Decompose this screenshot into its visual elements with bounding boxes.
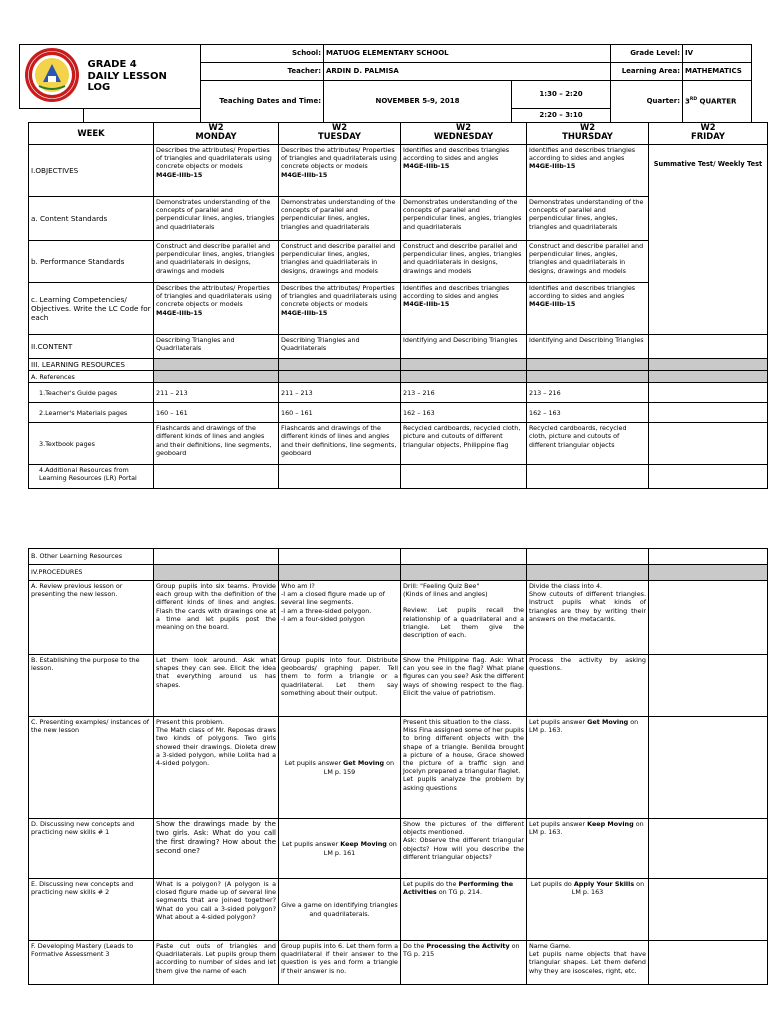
lm-pages-wednesday: 162 – 163: [401, 403, 527, 423]
title-line-2: DAILY LESSON: [87, 70, 167, 82]
proc-a-label: A. Review previous lesson or presenting the new lesson.: [29, 581, 154, 655]
discussion-question: Ask: Observe the different triangular objects? How will you describe the different triangular objects?: [403, 836, 524, 861]
additional-resources-friday: [649, 465, 768, 489]
other-resources-wednesday: [401, 549, 527, 565]
proc-c-wednesday: [401, 717, 527, 819]
instruction-text: Do the: [403, 942, 427, 950]
learning-area-label: Learning Area:: [611, 63, 683, 81]
lm-pages-tuesday: 160 – 161: [279, 403, 401, 423]
other-resources-friday: [649, 549, 768, 565]
proc-f-wednesday: [401, 941, 527, 985]
review-line: Review: Let pupils recall the relationship of a quadrilateral and a triangle. Let them give the description of each.: [403, 606, 524, 639]
tg-pages-wednesday: 213 – 216: [401, 383, 527, 403]
textbook-wednesday: Recycled cardboards, recycled cloth, picture and cutouts of different triangular objects, Philippine flag: [401, 423, 527, 465]
riddle-line: -I am a three-sided polygon.: [281, 606, 372, 615]
quarter-value: [683, 81, 752, 123]
additional-resources-label: 4.Additional Resources from Learning Resources (LR) Portal: [29, 465, 154, 489]
activity-name: Get Moving: [343, 759, 385, 768]
proc-c-friday: [649, 717, 768, 819]
quarter-suffix: RD: [689, 96, 698, 102]
learning-area-value: MATHEMATICS: [683, 63, 752, 81]
shaded-cell: [527, 565, 649, 581]
proc-b-label: B. Establishing the purpose to the lesson.: [29, 655, 154, 717]
proc-e-tuesday: Give a game on identifying triangles and quadrilaterals.: [279, 879, 401, 941]
drill-line: (Kinds of lines and angles): [403, 590, 488, 599]
additional-resources-thursday: [527, 465, 649, 489]
instruction-text: Let pupils do the: [403, 880, 459, 888]
lc-code: M4GE-IIIb-15: [281, 308, 328, 317]
performance-standards-label: b. Performance Standards: [29, 241, 154, 283]
tg-pages-tuesday: 211 – 213: [279, 383, 401, 403]
lc-code: M4GE-IIIb-15: [529, 162, 576, 171]
instruction-text: Let pupils do: [530, 880, 574, 888]
objective-text: Describes the attributes/ Properties of triangles and quadrilaterals using concrete objects or models: [281, 146, 397, 171]
lc-code: M4GE-IIIb-15: [281, 170, 328, 179]
activity-name: Get Moving: [587, 718, 629, 726]
activity-name: Processing the Activity: [426, 942, 510, 950]
dll-table-part2: [28, 548, 768, 985]
day-header-thursday: [527, 123, 649, 145]
school-logo-cell: [20, 45, 84, 109]
time-2: 2:20 – 3:10: [512, 108, 611, 122]
content-standards-thursday: Demonstrates understanding of the concepts of parallel and perpendicular lines, angles, triangles and quadrilaterals: [527, 197, 649, 241]
textbook-friday: [649, 423, 768, 465]
content-wednesday: Identifying and Describing Triangles: [401, 335, 527, 359]
other-resources-monday: [154, 549, 279, 565]
proc-c-label: C. Presenting examples/ instances of the new lesson: [29, 717, 154, 819]
objective-text: Identifies and describes triangles according to sides and angles: [403, 146, 510, 163]
game-title: Name Game.: [529, 942, 571, 950]
content-tuesday: Describing Triangles and Quadrilaterals: [279, 335, 401, 359]
activity-line: Divide the class into 4.: [529, 582, 603, 590]
objective-text: Identifies and describes triangles according to sides and angles: [529, 146, 636, 163]
proc-e-monday: What is a polygon? (A polygon is a closed figure made up of several line segments that are joined together? What do you call a 3-sided polygon? What about a 4-sided polygon?: [154, 879, 279, 941]
textbook-thursday: Recycled cardboards, recycled cloth, picture and cutouts of different triangular objects: [527, 423, 649, 465]
other-resources-tuesday: [279, 549, 401, 565]
teacher-label: Teacher:: [201, 63, 324, 81]
instruction-text: Let pupils answer: [282, 840, 341, 849]
objective-text: Describes the attributes/ Properties of triangles and quadrilaterals using concrete objects or models: [156, 146, 272, 171]
day-header-friday: [649, 123, 768, 145]
instruction-text: Let pupils answer: [529, 718, 588, 726]
performance-standards-monday: Construct and describe parallel and perpendicular lines, angles, triangles and quadrilaterals in designs, drawings and models: [154, 241, 279, 283]
grade-level-label: Grade Level:: [611, 45, 683, 63]
dates-value: NOVEMBER 5-9, 2018: [324, 81, 512, 123]
dll-table-part1: [28, 122, 768, 489]
school-seal-icon: [23, 46, 81, 104]
lc-code: M4GE-IIIb-15: [156, 170, 203, 179]
day-name: TUESDAY: [318, 130, 361, 141]
header-spacer: [20, 108, 84, 122]
game-text: Let pupils name objects that have triangular shapes. Let them defend why they are isosceles, right, etc.: [529, 950, 646, 975]
shaded-cell: [154, 371, 279, 383]
instruction-text: on TG p. 215: [403, 942, 520, 959]
shaded-cell: [401, 359, 527, 371]
week-number: W2: [455, 122, 472, 132]
content-thursday: Identifying and Describing Triangles: [527, 335, 649, 359]
proc-c-thursday: [527, 717, 649, 819]
proc-d-wednesday: [401, 819, 527, 879]
riddle-line: -I am a closed figure made up of several line segments.: [281, 590, 385, 607]
proc-b-monday: Let them look around. Ask what shapes they can see. Elicit the idea that everything around us has shapes.: [154, 655, 279, 717]
lc-code: M4GE-IIIb-15: [529, 300, 576, 309]
summative-test-text: Summative Test/ Weekly Test: [653, 160, 763, 168]
proc-c-monday: [154, 717, 279, 819]
proc-a-monday: Group pupils into six teams. Provide each group with the definition of the different kinds of lines and angles. Flash the cards with drawings one at a time and let pupils post the meaning on the board.: [154, 581, 279, 655]
instruction-text: on LM p. 159: [323, 759, 395, 776]
textbook-tuesday: Flashcards and drawings of the different kinds of lines and angles and their definitions, line segments, geoboard: [279, 423, 401, 465]
header-table: [19, 44, 752, 123]
shaded-cell: [649, 359, 768, 371]
tg-pages-friday: [649, 383, 768, 403]
dll-title: [84, 45, 201, 109]
week-number: W2: [331, 122, 348, 132]
additional-resources-wednesday: [401, 465, 527, 489]
riddle-line: Who am I?: [281, 582, 315, 590]
proc-b-wednesday: Show the Philippine flag. Ask: What can you see in the flag? What plane figures can you see? Ask the different ways of showing respect to the flag. Elicit the value of patriotism.: [401, 655, 527, 717]
objectives-wednesday: [401, 145, 527, 197]
day-name: FRIDAY: [691, 130, 725, 141]
content-standards-wednesday: Demonstrates understanding of the concepts of parallel and perpendicular lines, angles, triangles and quadrilaterals: [401, 197, 527, 241]
competency-text: Identifies and describes triangles according to sides and angles: [529, 284, 636, 301]
day-header-monday: [154, 123, 279, 145]
day-header-tuesday: [279, 123, 401, 145]
objectives-tuesday: [279, 145, 401, 197]
content-standards-monday: Demonstrates understanding of the concepts of parallel and perpendicular lines, angles, triangles and quadrilaterals: [154, 197, 279, 241]
instruction-text: Let pupils answer: [529, 820, 588, 828]
references-label: A. References: [29, 371, 154, 383]
activity-name: Keep Moving: [340, 840, 387, 849]
instruction-text: on LM p. 163.: [529, 820, 644, 837]
problem-text: The Math class of Mr. Reposas draws two kinds of polygons. Two girls showed their drawings. Dioleta drew a 3-sided polygon, while Lolita had a 4-sided polygon.: [156, 726, 276, 767]
school-label: School:: [201, 45, 324, 63]
instruction-text: Let pupils answer: [284, 759, 343, 768]
shaded-cell: [279, 359, 401, 371]
problem-intro: Present this problem.: [156, 718, 225, 726]
proc-a-tuesday: [279, 581, 401, 655]
shaded-cell: [154, 359, 279, 371]
learners-materials-label: 2.Learner's Materials pages: [29, 403, 154, 423]
proc-e-label: E. Discussing new concepts and practicing new skills # 2: [29, 879, 154, 941]
shaded-cell: [401, 565, 527, 581]
situation-text: Miss Fina assigned some of her pupils to bring different objects with the shape of a triangle. Benilda brought a picture of a house, Grace showed the picture of a traffic sign and Jocelyn prepared a triangular flaglet.: [403, 726, 524, 776]
lm-pages-friday: [649, 403, 768, 423]
proc-d-friday: [649, 819, 768, 879]
proc-a-wednesday: [401, 581, 527, 655]
day-header-wednesday: [401, 123, 527, 145]
week-label: WEEK: [29, 123, 154, 145]
proc-f-tuesday: Group pupils into 6. Let them form a quadrilateral if their answer to the question is yes and form a triangle if their answer is no.: [279, 941, 401, 985]
proc-e-thursday: [527, 879, 649, 941]
friday-summative: [649, 145, 768, 335]
objectives-label: I.OBJECTIVES: [29, 145, 154, 197]
competencies-thursday: [527, 283, 649, 335]
shaded-cell: [649, 371, 768, 383]
objectives-monday: [154, 145, 279, 197]
additional-resources-monday: [154, 465, 279, 489]
other-resources-thursday: [527, 549, 649, 565]
performance-standards-tuesday: Construct and describe parallel and perpendicular lines, angles, triangles and quadrilaterals in designs, drawings and models: [279, 241, 401, 283]
instruction-text: on LM p. 163.: [529, 718, 639, 735]
competencies-label: c. Learning Competencies/ Objectives. Write the LC Code for each: [29, 283, 154, 335]
activity-name: Keep Moving: [587, 820, 634, 828]
proc-d-thursday: [527, 819, 649, 879]
dates-label: Teaching Dates and Time:: [201, 81, 324, 123]
situation-intro: Present this situation to the class.: [403, 718, 512, 726]
shaded-cell: [279, 565, 401, 581]
proc-d-monday: Show the drawings made by the two girls. Ask: What do you call the first drawing? How about the second one?: [154, 819, 279, 879]
school-value: MATUOG ELEMENTARY SCHOOL: [324, 45, 611, 63]
tg-pages-thursday: 213 – 216: [527, 383, 649, 403]
performance-standards-thursday: Construct and describe parallel and perpendicular lines, angles, triangles and quadrilaterals in designs, drawings and models: [527, 241, 649, 283]
additional-resources-tuesday: [279, 465, 401, 489]
lc-code: M4GE-IIIb-15: [156, 308, 203, 317]
teacher-value: ARDIN D. PALMISA: [324, 63, 611, 81]
content-standards-tuesday: Demonstrates understanding of the concepts of parallel and perpendicular lines, angles, triangles and quadrilaterals: [279, 197, 401, 241]
shaded-cell: [527, 359, 649, 371]
shaded-cell: [401, 371, 527, 383]
header-spacer: [84, 108, 201, 122]
quarter-word: QUARTER: [699, 97, 737, 106]
competencies-wednesday: [401, 283, 527, 335]
quarter-label: Quarter:: [611, 81, 683, 123]
spacer: [403, 598, 524, 606]
content-standards-label: a. Content Standards: [29, 197, 154, 241]
proc-f-monday: Paste cut outs of triangles and Quadrilaterals. Let pupils group them according to number of sides and let them give the name of each: [154, 941, 279, 985]
competency-text: Identifies and describes triangles according to sides and angles: [403, 284, 510, 301]
performance-standards-wednesday: Construct and describe parallel and perpendicular lines, angles, triangles and quadrilaterals in designs, drawings and models: [401, 241, 527, 283]
lm-pages-thursday: 162 – 163: [527, 403, 649, 423]
proc-a-thursday: [527, 581, 649, 655]
other-resources-label: B. Other Learning Resources: [29, 549, 154, 565]
instruction-text: on TG p. 214.: [436, 888, 482, 897]
day-name: MONDAY: [195, 130, 237, 141]
lc-code: M4GE-IIIb-15: [403, 300, 450, 309]
proc-b-friday: [649, 655, 768, 717]
competencies-tuesday: [279, 283, 401, 335]
title-line-1: GRADE 4: [87, 59, 137, 71]
shaded-cell: [279, 371, 401, 383]
proc-d-tuesday: [279, 819, 401, 879]
grade-level-value: IV: [683, 45, 752, 63]
competency-text: Describes the attributes/ Properties of triangles and quadrilaterals using concrete objects or models: [281, 284, 397, 309]
situation-instruction: Let pupils analyze the problem by asking questions: [403, 775, 524, 792]
instruction-text: on LM p. 161: [323, 840, 397, 857]
procedures-label: IV.PROCEDURES: [29, 565, 154, 581]
objectives-thursday: [527, 145, 649, 197]
proc-d-label: D. Discussing new concepts and practicing new skills # 1: [29, 819, 154, 879]
shaded-cell: [649, 565, 768, 581]
proc-f-thursday: [527, 941, 649, 985]
discussion-text: Show the pictures of the different objects mentioned.: [403, 820, 524, 837]
activity-name: Apply Your Skills: [573, 880, 635, 888]
drill-line: Drill: "Feeling Quiz Bee": [403, 582, 480, 590]
time-1: 1:30 – 2:20: [512, 81, 611, 109]
content-monday: Describing Triangles and Quadrilaterals: [154, 335, 279, 359]
proc-c-tuesday: [279, 717, 401, 819]
title-line-3: LOG: [87, 82, 111, 94]
content-label: II.CONTENT: [29, 335, 154, 359]
activity-name: Performing the Activities: [403, 880, 514, 897]
proc-b-tuesday: Group pupils into four. Distribute geoboards/ graphing paper. Tell them to form a triangle or a quadrilateral. Let them say something about their output.: [279, 655, 401, 717]
shaded-cell: [527, 371, 649, 383]
quarter-number: 3: [685, 97, 690, 106]
proc-a-friday: [649, 581, 768, 655]
lc-code: M4GE-IIIb-15: [403, 162, 450, 171]
teachers-guide-label: 1.Teacher's Guide pages: [29, 383, 154, 403]
proc-f-friday: [649, 941, 768, 985]
proc-e-wednesday: [401, 879, 527, 941]
activity-line: Show cutouts of different triangles. Instruct pupils what kinds of triangles are they by writing their answers on the metacards.: [529, 590, 646, 623]
day-name: WEDNESDAY: [433, 130, 494, 141]
week-number: W2: [700, 122, 716, 132]
day-name: THURSDAY: [562, 130, 613, 141]
lm-pages-monday: 160 – 161: [154, 403, 279, 423]
proc-f-label: F. Developing Mastery (Leads to Formative Assessment 3: [29, 941, 154, 985]
tg-pages-monday: 211 – 213: [154, 383, 279, 403]
shaded-cell: [154, 565, 279, 581]
competency-text: Describes the attributes/ Properties of triangles and quadrilaterals using concrete objects or models: [156, 284, 272, 309]
textbook-monday: Flashcards and drawings of the different kinds of lines and angles and their definitions, line segments, geoboard: [154, 423, 279, 465]
learning-resources-label: III. LEARNING RESOURCES: [29, 359, 154, 371]
proc-e-friday: [649, 879, 768, 941]
content-friday: [649, 335, 768, 359]
proc-b-thursday: Process the activity by asking questions.: [527, 655, 649, 717]
week-number: W2: [208, 122, 224, 132]
competencies-monday: [154, 283, 279, 335]
instruction-text: on LM p. 163: [571, 880, 645, 897]
textbook-label: 3.Textbook pages: [29, 423, 154, 465]
riddle-line: -I am a four-sided polygon: [281, 614, 365, 623]
week-number: W2: [579, 122, 596, 132]
